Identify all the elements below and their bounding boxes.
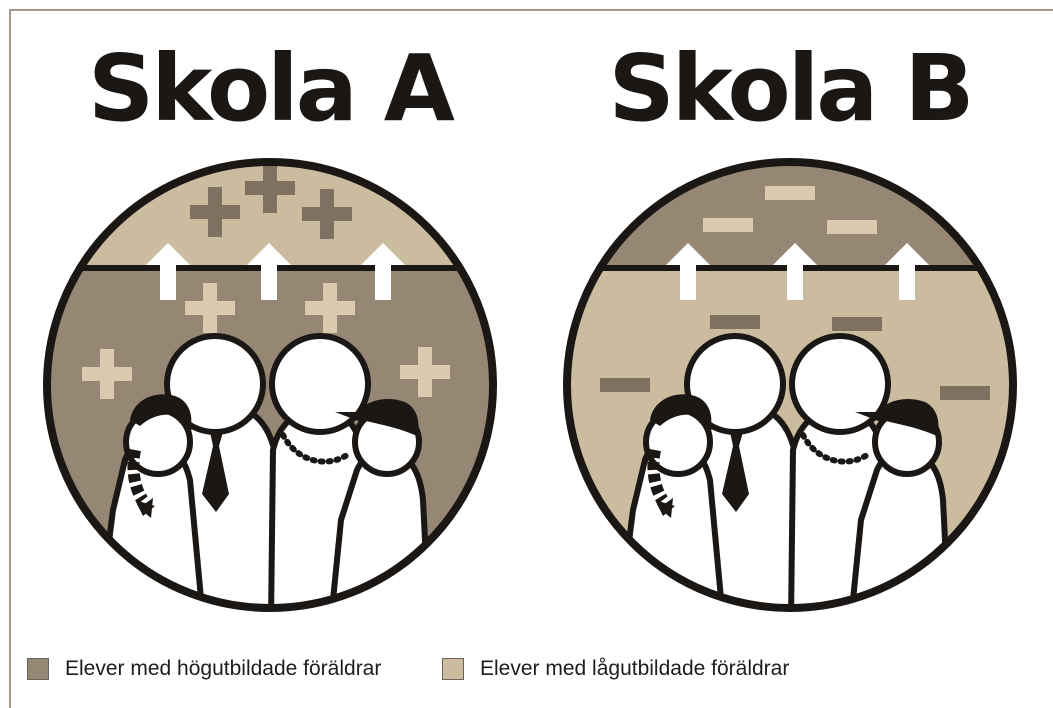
minus-icon [703, 218, 753, 232]
minus-icon [940, 386, 990, 400]
school-a-diagram [35, 150, 505, 620]
minus-icon [710, 315, 760, 329]
minus-icon [832, 317, 882, 331]
legend-item-high [27, 654, 381, 684]
school-b-title: Skola B [608, 35, 972, 142]
legend-item-low [442, 654, 789, 684]
school-a-title: Skola A [87, 35, 453, 142]
minus-icon [600, 378, 650, 392]
school-b-diagram [555, 150, 1025, 620]
minus-icon [827, 220, 877, 234]
minus-icon [765, 186, 815, 200]
legend-label-low: Elever med lågutbildade föräldrar [480, 657, 790, 680]
legend-label-high: Elever med högutbildade föräldrar [65, 657, 382, 680]
legend-swatch-high [27, 658, 49, 680]
legend-swatch-low [442, 658, 464, 680]
